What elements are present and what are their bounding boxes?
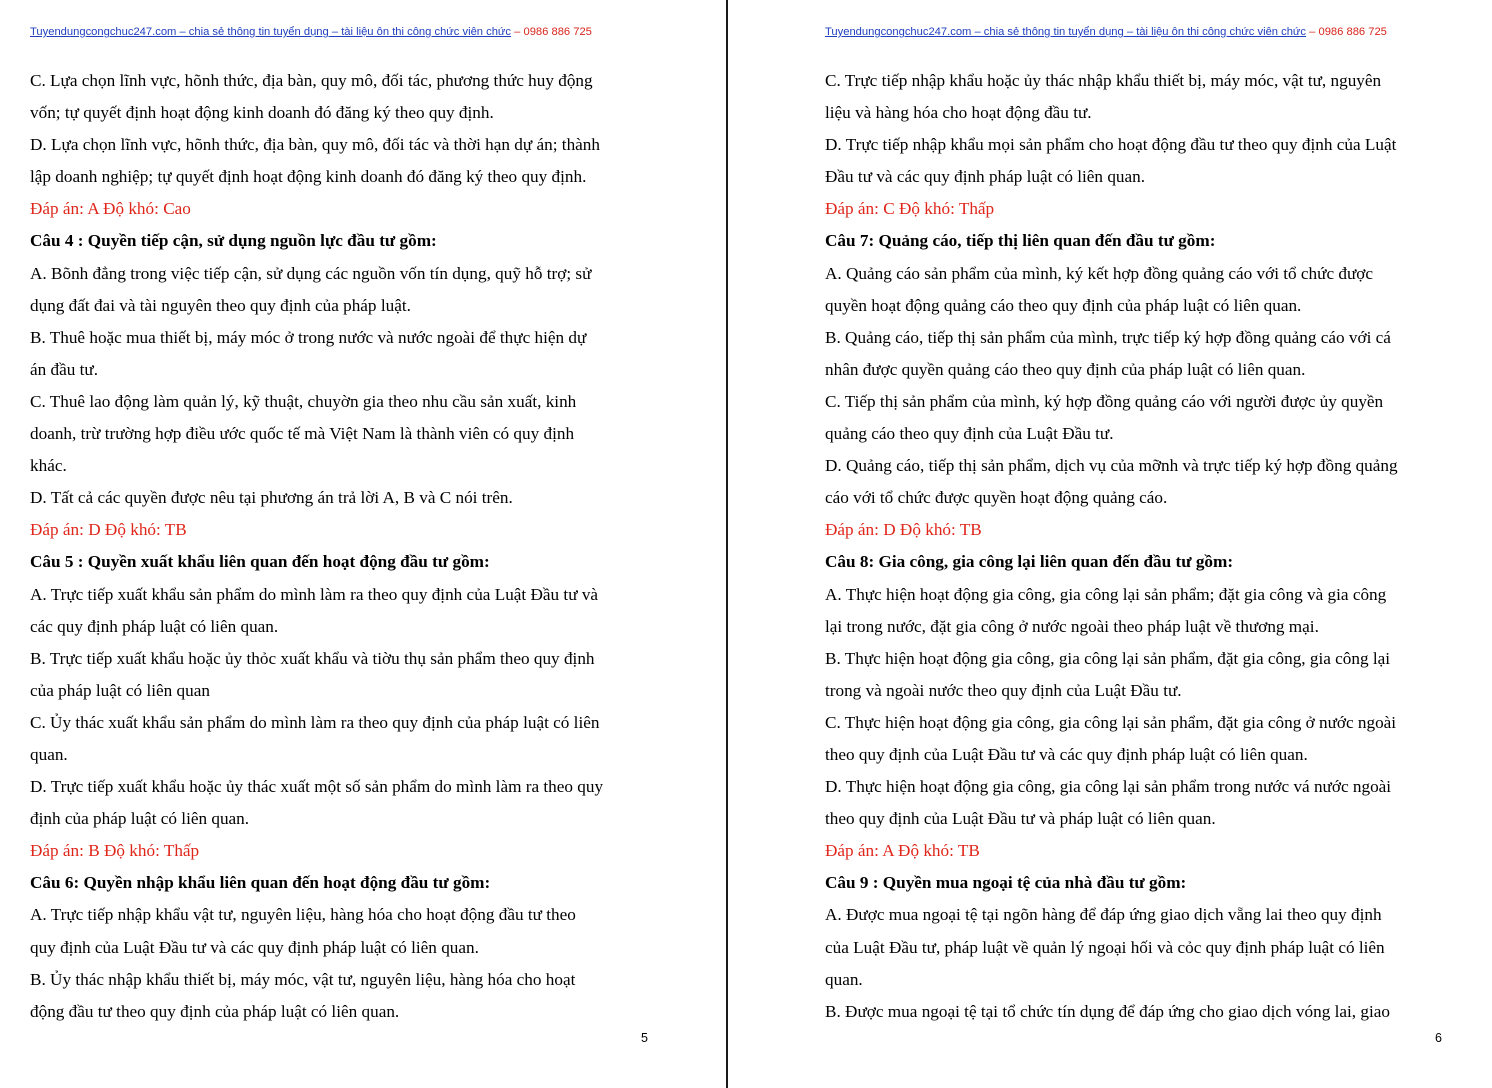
text-line: Đầu tư và các quy định pháp luật có liên quan. xyxy=(825,167,1146,187)
text-line: D. Trực tiếp nhập khẩu mọi sản phẩm cho hoạt động đầu tư theo quy định của Luật xyxy=(825,135,1397,155)
answer-key: Đáp án: A Độ khó: TB xyxy=(825,841,980,861)
answer-key: Đáp án: B Độ khó: Thấp xyxy=(30,841,200,861)
text-line: C. Lựa chọn lĩnh vực, hõnh thức, địa bàn, quy mô, đối tác, phương thức huy động xyxy=(30,71,593,90)
text-line: quan. xyxy=(30,744,68,764)
text-line: quảng cáo theo quy định của Luật Đầu tư. xyxy=(825,424,1114,444)
page-content xyxy=(825,65,1465,1028)
question-heading: Câu 7: Quảng cáo, tiếp thị liên quan đến đầu tư gồm: xyxy=(825,231,1216,251)
text-line: D. Lựa chọn lĩnh vực, hõnh thức, địa bàn, quy mô, đối tác và thời hạn dự án; thành xyxy=(30,135,600,155)
text-line: lập doanh nghiệp; tự quyết định hoạt động kinh doanh đó đăng ký theo quy định. xyxy=(30,167,587,187)
text-line: A. Quảng cáo sản phẩm của mình, ký kết hợp đồng quảng cáo với tổ chức được xyxy=(825,263,1374,283)
text-line: động đầu tư theo quy định của pháp luật có liên quan. xyxy=(30,1001,400,1021)
text-line: quyền hoạt động quảng cáo theo quy định của pháp luật có liên quan. xyxy=(825,295,1302,315)
text-line: A. Bõnh đẳng trong việc tiếp cận, sử dụng các nguồn vốn tín dụng, quỹ hỗ trợ; sử xyxy=(30,263,592,283)
answer-key: Đáp án: C Độ khó: Thấp xyxy=(825,199,995,219)
text-line: B. Trực tiếp xuất khẩu hoặc ủy thỏc xuất khẩu và tiờu thụ sản phẩm theo quy định xyxy=(30,648,595,668)
text-line: A. Trực tiếp xuất khẩu sản phẩm do mình làm ra theo quy định của Luật Đầu tư và xyxy=(30,584,599,604)
text-line: A. Được mua ngoại tệ tại ngõn hàng để đáp ứng giao dịch vẵng lai theo quy định xyxy=(825,905,1382,925)
text-line: cáo với tổ chức được quyền hoạt động quảng cáo. xyxy=(825,488,1168,508)
text-line: D. Quảng cáo, tiếp thị sản phẩm, dịch vụ của mỡnh và trực tiếp ký hợp đồng quảng xyxy=(825,456,1398,476)
answer-key: Đáp án: D Độ khó: TB xyxy=(825,520,982,540)
page-header xyxy=(30,25,592,39)
text-line: C. Ủy thác xuất khẩu sản phẩm do mình làm ra theo quy định của pháp luật có liên xyxy=(30,712,600,732)
text-line: lại trong nước, đặt gia công ở nước ngoài theo pháp luật về thương mại. xyxy=(825,616,1319,636)
page-number: 6 xyxy=(1435,1031,1442,1045)
page-number: 5 xyxy=(641,1031,648,1045)
text-line: B. Thuê hoặc mua thiết bị, máy móc ở trong nước và nước ngoài để thực hiện dự xyxy=(30,327,587,347)
text-line: định của pháp luật có liên quan. xyxy=(30,809,250,829)
header-phone: – 0986 886 725 xyxy=(1306,26,1387,38)
text-line: D. Trực tiếp xuất khẩu hoặc ủy thác xuất một số sản phẩm do mình làm ra theo quy xyxy=(30,777,604,797)
text-line: C. Tiếp thị sản phẩm của mình, ký hợp đồng quảng cáo với người được ủy quyền xyxy=(825,391,1384,411)
text-line: B. Thực hiện hoạt động gia công, gia công lại sản phẩm, đặt gia công, gia công lại xyxy=(825,648,1391,668)
header-phone: – 0986 886 725 xyxy=(511,26,592,38)
text-line: liệu và hàng hóa cho hoạt động đầu tư. xyxy=(825,103,1092,123)
text-line: D. Tất cả các quyền được nêu tại phương án trả lời A, B và C nói trên. xyxy=(30,488,513,508)
text-line: khác. xyxy=(30,456,67,476)
text-line: nhân được quyền quảng cáo theo quy định của pháp luật có liên quan. xyxy=(825,359,1306,379)
text-line: quan. xyxy=(825,969,863,989)
page-content xyxy=(30,65,670,1028)
text-line: C. Trực tiếp nhập khẩu hoặc ủy thác nhập khẩu thiết bị, máy móc, vật tư, nguyên xyxy=(825,71,1382,90)
text-line: theo quy định của Luật Đầu tư và các quy định pháp luật có liên quan. xyxy=(825,744,1308,764)
text-line: D. Thực hiện hoạt động gia công, gia công lại sản phẩm trong nước vá nước ngoài xyxy=(825,777,1392,797)
text-line: dụng đất đai và tài nguyên theo quy định của pháp luật. xyxy=(30,295,411,315)
page-right xyxy=(729,0,1492,1088)
text-line: các quy định pháp luật có liên quan. xyxy=(30,616,279,636)
question-heading: Câu 4 : Quyền tiếp cận, sử dụng nguồn lực đầu tư gồm: xyxy=(30,231,437,251)
text-line: B. Quảng cáo, tiếp thị sản phẩm của mình, trực tiếp ký hợp đồng quảng cáo với cá xyxy=(825,327,1391,347)
page-left xyxy=(0,0,726,1088)
text-line: của Luật Đầu tư, pháp luật về quản lý ngoại hối và cỏc quy định pháp luật có liên xyxy=(825,937,1385,957)
question-heading: Câu 5 : Quyền xuất khẩu liên quan đến hoạt động đầu tư gồm: xyxy=(30,552,490,572)
answer-key: Đáp án: A Độ khó: Cao xyxy=(30,199,191,219)
text-line: trong và ngoài nước theo quy định của Luật Đầu tư. xyxy=(825,680,1182,700)
question-heading: Câu 6: Quyền nhập khẩu liên quan đến hoạt động đầu tư gồm: xyxy=(30,873,491,893)
text-line: C. Thực hiện hoạt động gia công, gia công lại sản phẩm, đặt gia công ở nước ngoài xyxy=(825,712,1397,732)
text-line: của pháp luật có liên quan xyxy=(30,680,210,700)
text-line: vốn; tự quyết định hoạt động kinh doanh đó đăng ký theo quy định. xyxy=(30,103,494,123)
text-line: B. Ủy thác nhập khẩu thiết bị, máy móc, vật tư, nguyên liệu, hàng hóa cho hoạt xyxy=(30,969,576,989)
text-line: doanh, trừ trường hợp điều ước quốc tế mà Việt Nam là thành viên có quy định xyxy=(30,424,575,444)
text-line: theo quy định của Luật Đầu tư và pháp luật có liên quan. xyxy=(825,809,1216,829)
text-line: A. Thực hiện hoạt động gia công, gia công lại sản phẩm; đặt gia công và gia công xyxy=(825,584,1387,604)
question-heading: Câu 8: Gia công, gia công lại liên quan đến đầu tư gồm: xyxy=(825,552,1234,572)
page-divider xyxy=(726,0,728,1088)
page-header xyxy=(825,25,1387,39)
text-line: quy định của Luật Đầu tư và các quy định pháp luật có liên quan. xyxy=(30,937,479,957)
text-line: B. Được mua ngoại tệ tại tổ chức tín dụng để đáp ứng cho giao dịch vóng lai, giao xyxy=(825,1001,1390,1021)
header-site-link[interactable]: Tuyendungcongchuc247.com – chia sẻ thông tin tuyển dụng – tài liệu ôn thi công chức viên chức xyxy=(825,26,1307,38)
text-line: án đầu tư. xyxy=(30,359,99,379)
question-heading: Câu 9 : Quyền mua ngoại tệ của nhà đầu tư gồm: xyxy=(825,873,1187,893)
text-line: C. Thuê lao động làm quản lý, kỹ thuật, chuyờn gia theo nhu cầu sản xuất, kinh xyxy=(30,391,577,411)
header-site-link[interactable]: Tuyendungcongchuc247.com – chia sẻ thông tin tuyển dụng – tài liệu ôn thi công chức viên chức xyxy=(30,26,512,38)
answer-key: Đáp án: D Độ khó: TB xyxy=(30,520,187,540)
text-line: A. Trực tiếp nhập khẩu vật tư, nguyên liệu, hàng hóa cho hoạt động đầu tư theo xyxy=(30,905,576,925)
